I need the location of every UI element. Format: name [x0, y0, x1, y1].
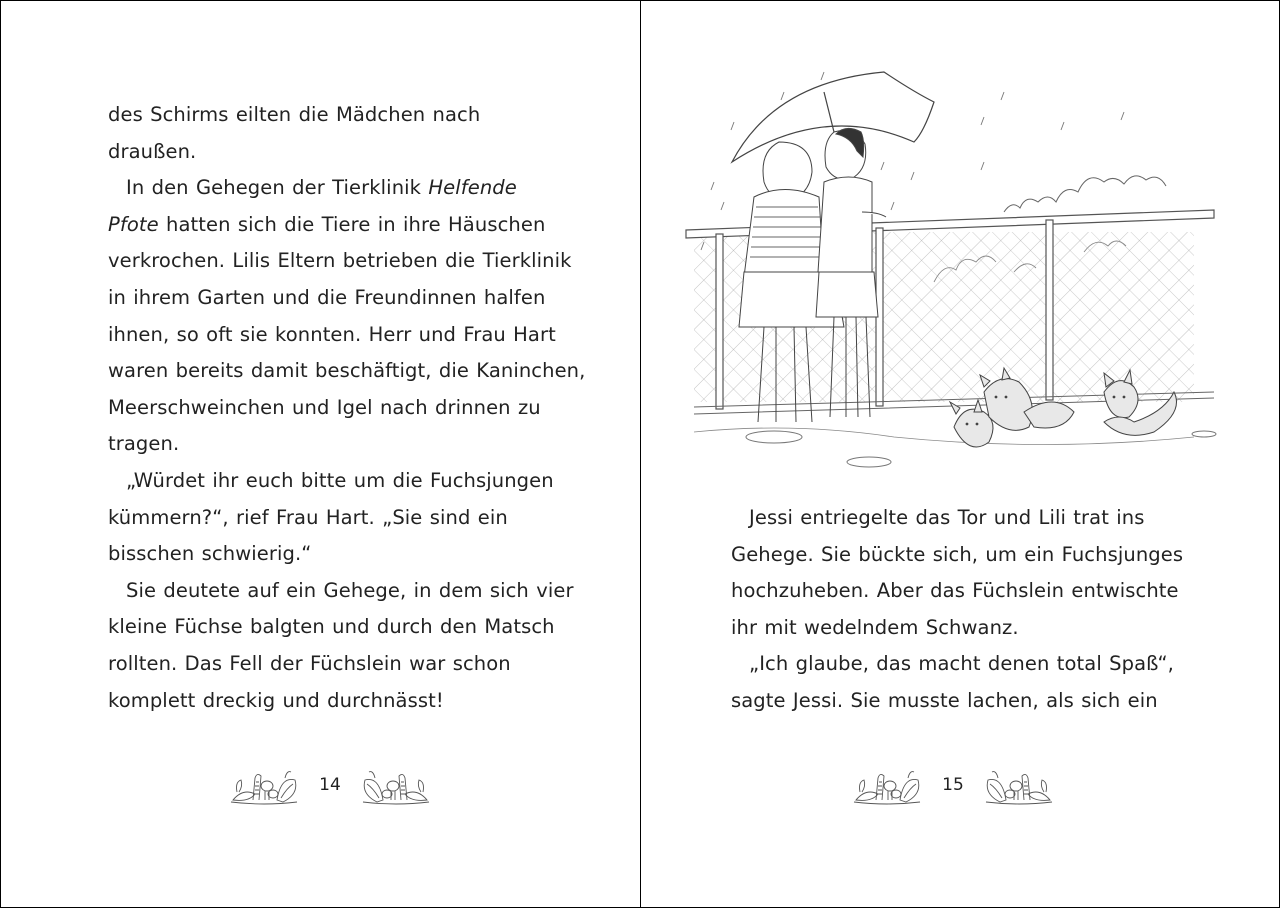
text-line: ihnen, so oft sie konnten. Herr und Frau Hart	[108, 322, 556, 346]
text-run: In den Gehegen der Tierklinik	[126, 176, 429, 200]
text-line: „Ich glaube, das macht denen total Spaß“,	[749, 652, 1174, 676]
right-page-body-text	[731, 500, 1184, 720]
text-line: verkrochen. Lilis Eltern betrieben die Tierklinik	[108, 249, 572, 273]
text-line: tragen.	[108, 432, 180, 456]
floral-mushroom-ornament-icon	[984, 764, 1054, 806]
text-run: hatten sich die Tiere in ihre Häuschen	[158, 212, 546, 236]
text-line: Sie deutete auf ein Gehege, in dem sich vier	[126, 578, 574, 602]
text-line: „Würdet ihr euch bitte um die Fuchsjungen	[126, 468, 554, 492]
text-line	[108, 207, 568, 244]
clinic-name-italic: Helfende	[428, 176, 517, 200]
right-page	[641, 0, 1279, 908]
left-page	[1, 0, 640, 908]
text-line	[108, 170, 568, 207]
page-number: 15	[942, 775, 964, 795]
left-page-footer	[220, 762, 440, 808]
text-line: hochzuheben. Aber das Füchslein entwischte	[731, 579, 1179, 603]
left-page-body-text	[108, 97, 586, 719]
text-line: bisschen schwierig.“	[108, 542, 312, 566]
floral-mushroom-ornament-icon	[852, 764, 922, 806]
page-number: 14	[319, 775, 341, 795]
floral-mushroom-ornament-icon	[361, 764, 431, 806]
girls-umbrella-fox-cubs-illustration-icon	[684, 62, 1259, 482]
text-line: draußen.	[108, 139, 197, 163]
text-line: rollten. Das Fell der Füchslein war schon	[108, 651, 511, 675]
floral-mushroom-ornament-icon	[229, 764, 299, 806]
right-page-footer	[843, 762, 1063, 808]
text-line: in ihrem Garten und die Freundinnen halfen	[108, 285, 546, 309]
text-line: kümmern?“, rief Frau Hart. „Sie sind ein	[108, 505, 508, 529]
text-line: sagte Jessi. Sie musste lachen, als sich ein	[731, 688, 1158, 712]
text-line: kleine Füchse balgten und durch den Matsch	[108, 615, 555, 639]
text-line: des Schirms eilten die Mädchen nach	[108, 103, 481, 126]
text-line: waren bereits damit beschäftigt, die Kaninchen,	[108, 359, 586, 383]
text-line: komplett dreckig und durchnässt!	[108, 688, 444, 712]
text-line: Gehege. Sie bückte sich, um ein Fuchsjunges	[731, 542, 1184, 566]
clinic-name-italic: Pfote	[108, 212, 159, 236]
text-line: ihr mit wedelndem Schwanz.	[731, 615, 1019, 639]
text-line: Meerschweinchen und Igel nach drinnen zu	[108, 395, 541, 419]
text-line: Jessi entriegelte das Tor und Lili trat ins	[749, 506, 1145, 529]
